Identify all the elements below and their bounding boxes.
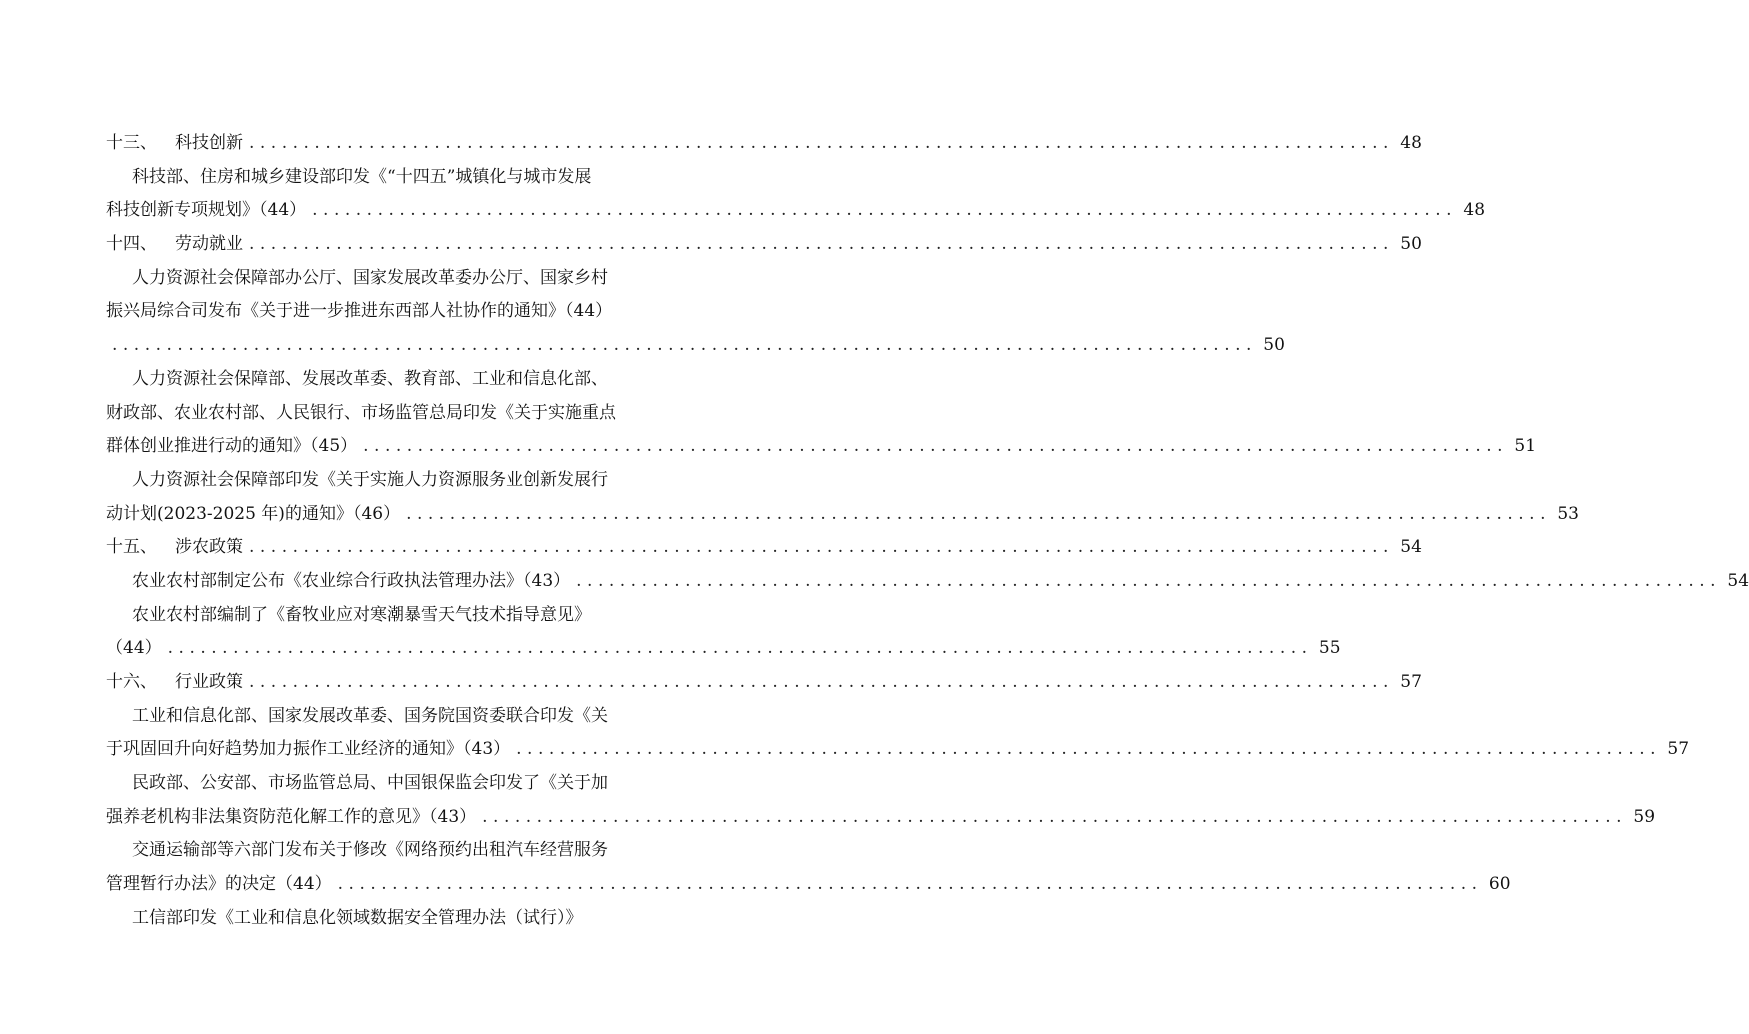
dot-leader: .........................................................................................................	[312, 200, 1458, 220]
dot-leader: .........................................................................................................	[249, 234, 1394, 254]
item-text: 群体创业推进行动的通知》（45）	[106, 436, 358, 456]
toc-section[interactable]	[106, 533, 1422, 561]
dot-leader: .........................................................................................................	[406, 504, 1551, 524]
section-number: 十三、	[106, 133, 157, 153]
section-title: 科技创新	[175, 133, 243, 153]
page-number: 59	[1633, 807, 1656, 827]
page-number: 55	[1318, 638, 1341, 658]
toc-item-text[interactable]: 科技部、住房和城乡建设部印发《“十四五”城镇化与城市发展	[132, 167, 592, 187]
toc-item-end[interactable]	[132, 567, 1749, 595]
toc-item-text[interactable]: 人力资源社会保障部印发《关于实施人力资源服务业创新发展行	[132, 470, 608, 490]
item-text: 农业农村部制定公布《农业综合行政执法管理办法》（43）	[132, 571, 571, 591]
item-text: 强养老机构非法集资防范化解工作的意见》（43）	[106, 807, 477, 827]
page-number: 53	[1557, 504, 1579, 524]
page-number: 48	[1463, 200, 1486, 220]
toc-item-text[interactable]: 农业农村部编制了《畜牧业应对寒潮暴雪天气技术指导意见》	[132, 605, 591, 625]
toc-item-text[interactable]: 民政部、公安部、市场监管总局、中国银保监会印发了《关于加	[132, 773, 608, 793]
toc-item-text[interactable]: 交通运输部等六部门发布关于修改《网络预约出租汽车经营服务	[132, 840, 608, 860]
toc-item-end[interactable]	[106, 735, 1690, 763]
toc-item-end[interactable]	[106, 870, 1511, 898]
page-number: 50	[1263, 335, 1285, 355]
toc-section[interactable]	[106, 129, 1422, 157]
item-text: （44）	[106, 638, 162, 658]
section-number: 十五、	[106, 537, 157, 557]
toc-section[interactable]	[106, 230, 1422, 258]
dot-leader: .........................................................................................................	[249, 537, 1394, 557]
toc-item-text[interactable]: 人力资源社会保障部办公厅、国家发展改革委办公厅、国家乡村	[132, 268, 608, 288]
page-number: 54	[1400, 537, 1422, 557]
dot-leader: .........................................................................................................	[363, 436, 1509, 456]
toc-item-end[interactable]	[106, 500, 1579, 528]
toc-item-end[interactable]	[106, 634, 1341, 662]
toc-item-text[interactable]: 人力资源社会保障部、发展改革委、教育部、工业和信息化部、	[132, 369, 608, 389]
section-number: 十六、	[106, 672, 157, 692]
item-text: 管理暂行办法》的决定（44）	[106, 874, 332, 894]
section-title: 劳动就业	[175, 234, 243, 254]
toc-item-text[interactable]: 振兴局综合司发布《关于进一步推进东西部人社协作的通知》（44）	[106, 301, 613, 321]
section-number: 十四、	[106, 234, 157, 254]
page-number: 60	[1488, 874, 1511, 894]
toc-item-text[interactable]: 工信部印发《工业和信息化领域数据安全管理办法（试行）》	[132, 908, 583, 928]
toc-item-end[interactable]	[106, 803, 1656, 831]
dot-leader: .........................................................................................................	[249, 672, 1394, 692]
page-number: 57	[1667, 739, 1690, 759]
item-text: 于巩固回升向好趋势加力振作工业经济的通知》（43）	[106, 739, 511, 759]
item-text: 动计划(2023-2025 年)的通知》（46）	[106, 504, 401, 524]
dot-leader: .........................................................................................................	[337, 874, 1483, 894]
dot-leader: .........................................................................................................	[112, 335, 1257, 355]
dot-leader: .........................................................................................................	[516, 739, 1662, 759]
item-text: 科技创新专项规划》（44）	[106, 200, 307, 220]
toc-item-text[interactable]: 工业和信息化部、国家发展改革委、国务院国资委联合印发《关	[132, 706, 608, 726]
section-title: 行业政策	[175, 672, 243, 692]
toc-section[interactable]	[106, 668, 1422, 696]
dot-leader: .........................................................................................................	[249, 133, 1394, 153]
toc-item-end[interactable]	[106, 196, 1486, 224]
page-number: 57	[1400, 672, 1422, 692]
dot-leader: .........................................................................................................	[576, 571, 1722, 591]
dot-leader: .........................................................................................................	[167, 638, 1313, 658]
toc-item-end[interactable]	[106, 331, 1285, 359]
page-number: 54	[1727, 571, 1749, 591]
page-number: 51	[1514, 436, 1537, 456]
toc-item-text[interactable]: 财政部、农业农村部、人民银行、市场监管总局印发《关于实施重点	[106, 403, 616, 423]
dot-leader: .........................................................................................................	[482, 807, 1628, 827]
page-number: 48	[1400, 133, 1422, 153]
page-number: 50	[1400, 234, 1422, 254]
toc-item-end[interactable]	[106, 432, 1537, 460]
section-title: 涉农政策	[175, 537, 243, 557]
